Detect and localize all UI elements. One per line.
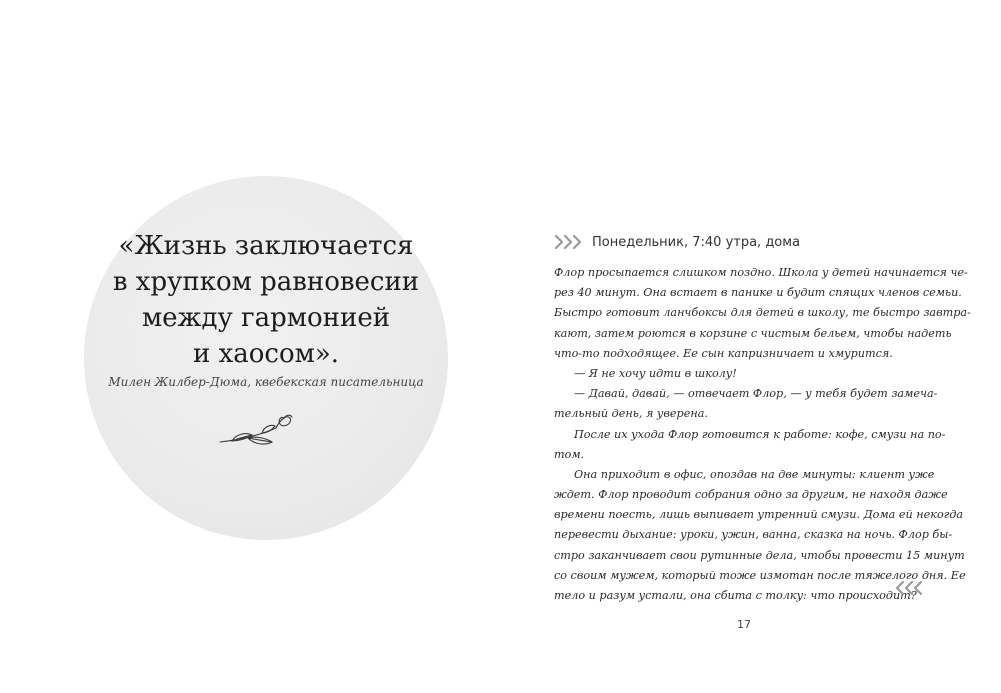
text-line: том. [554,447,585,461]
text-line: времени поесть, лишь выпивает утренний смузи. Дома ей некогда [554,508,964,522]
text-line: После их ухода Флор готовится к работе: кофе, смузи на по- [574,427,946,441]
text-line: рез 40 минут. Она встает в панике и будит спящих членов семьи. [554,286,962,300]
flower-icon [218,414,304,468]
quote-line: в хрупком равновесии [112,267,420,297]
quote-line: «Жизнь заключается [118,231,414,261]
quote-line: и хаосом». [192,339,340,369]
epigraph-quote [84,228,448,372]
text-line: Флор просыпается слишком поздно. Школа у детей начинается че- [554,266,968,279]
page-number: 17 [737,618,751,631]
quote-line: между гармонией [141,303,391,333]
quote-attribution: Милен Жилбер-Дюма, квебекская писательница [108,375,424,389]
text-line: тело и разум устали, она сбита с толку: что происходит? [554,589,917,602]
text-line: со своим мужем, который тоже измотан после тяжелого дня. Ее [554,568,966,582]
text-line: Она приходит в офис, опоздав на две минуты: клиент уже [574,467,935,481]
heading-text: Понедельник, 7:40 утра, дома [592,234,801,250]
text-line: что-то подходящее. Ее сын капризничает и хмурится. [554,346,893,360]
text-line: кают, затем роются в корзине с чистым бельем, чтобы надеть [554,326,952,340]
triple-chevron-left-icon [893,580,925,596]
text-line: ждет. Флор проводит собрания одно за другим, не находя даже [554,488,948,502]
body-text [554,263,971,606]
text-line: Быстро готовит ланчбоксы для детей в школу, те быстро завтра- [554,306,971,320]
text-line: тельный день, я уверена. [554,407,708,421]
triple-chevron-right-icon [554,234,584,250]
text-line: стро заканчивает свои рутинные дела, чтобы провести 15 минут [554,548,965,562]
text-line: — Давай, давай, — отвечает Флор, — у тебя будет замеча- [574,387,938,401]
section-heading [554,232,800,252]
text-line: — Я не хочу идти в школу! [574,366,737,380]
text-line: перевести дыхание: уроки, ужин, ванна, сказка на ночь. Флор бы- [554,528,953,542]
